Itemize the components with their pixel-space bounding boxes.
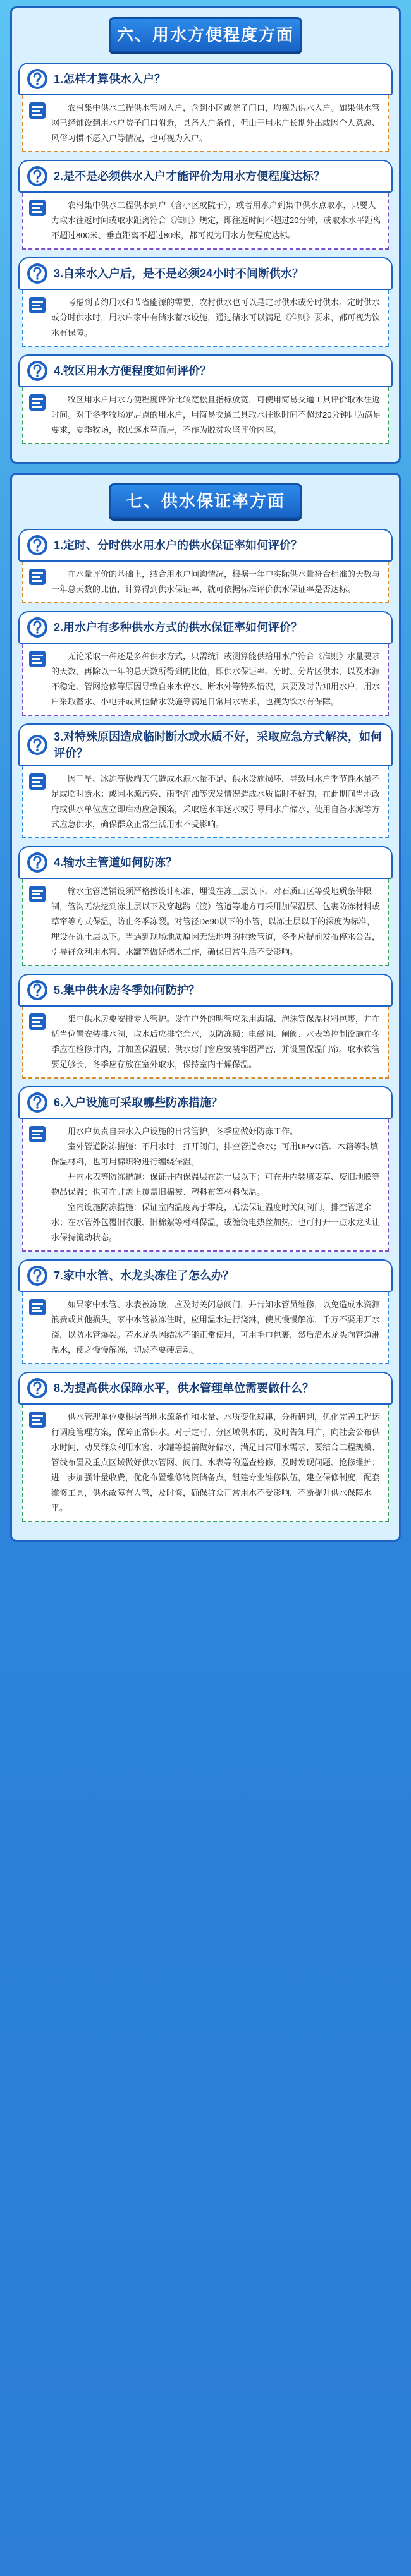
document-icon — [28, 1013, 46, 1031]
answer — [22, 387, 389, 444]
answer — [22, 95, 389, 152]
question — [18, 160, 393, 193]
question-mark-icon — [26, 262, 49, 285]
qa-item — [18, 1372, 393, 1522]
question — [18, 974, 393, 1007]
answer-paragraph: 如果家中水管、水表被冻破，应及时关闭总阀门，并告知水管员维修，以免造成水资源浪费或其他损失。家中水管被冻住时，应用温水进行浇淋，使其慢慢解冻，千万不要用开水浇，以防水管爆裂。若水龙头因结冰不能正常使用，可用毛巾包裹，然后沿水龙头向管道淋温水，使之慢慢解冻，切忌不要硬启动。 — [51, 1300, 381, 1355]
question — [18, 846, 393, 879]
question-text: 6.入户设施可采取哪些防冻措施？ — [54, 1096, 223, 1109]
answer-paragraph: 无论采取一种还是多种供水方式，只需统计或测算能供给用水户符合《准则》水量要求的天数，再除以一年的总天数所得到的比值，即供水保证率。分时、分片区供水，以及水源不稳定、管网抢修等原因导致自来水停水、断水外等特殊情况，只要及时告知用水户，用水户采取蓄水、小电井或其他储水设施等满足日常用水需求，也视为饮水有保障。 — [51, 651, 381, 706]
answer-paragraph: 牧区用水户用水方便程度评价比较宽松且指标放宽，可使用简易交通工具评价取水往返时间。对于冬季牧场定居点的用水户，用简易交通工具取水往返时间不超过20分钟即为满足要求，夏季牧场，牧民逐水草而居，不作为脱贫攻坚评价内容。 — [51, 395, 381, 435]
answer-paragraph: 因干旱、冰冻等极端天气造成水源水量不足、供水设施损坏，导致用水户季节性水量不足或临时断水；或因水源污染、雨季浑浊等突发情况造成水质临时不好的，在此期间当地政府或供水单位应立即启动应急预案，采取送水车送水或引导用水户储水、使用自备水源等方式应急供水，确保群众正常生活用水不受影响。 — [51, 774, 381, 829]
document-icon — [28, 102, 46, 119]
question-mark-icon — [26, 851, 49, 874]
document-icon — [28, 199, 46, 217]
question-text: 3.自来水入户后，是不是必须24小时不间断供水？ — [54, 267, 304, 280]
answer-text — [51, 198, 381, 243]
answer-text — [51, 884, 381, 960]
question-mark-icon — [26, 734, 49, 756]
answer — [22, 1292, 389, 1364]
question-mark-icon — [26, 68, 49, 90]
question — [18, 1086, 393, 1119]
question-text: 5.集中供水房冬季如何防护？ — [54, 984, 200, 996]
answer-paragraph: 集中供水房要安排专人管护。设在户外的明管应采用海绵、泡沫等保温材料包裹，并在适当位置安装排水阀，取水后应排空余水，以防冻损；电磁阀、闸阀、水表等控制设施在冬季应在检修井内，并加盖保温层；供水房门窗应安装牢固严密，并设置保温门帘。取水软管要足够长，冬季应存放在室外取水，保持室内干燥保温。 — [51, 1014, 381, 1069]
answer — [22, 1119, 389, 1252]
question-text: 8.为提高供水保障水平，供水管理单位需要做什么？ — [54, 1382, 314, 1394]
qa-item — [18, 974, 393, 1079]
question — [18, 723, 393, 766]
question-text: 4.输水主管道如何防冻？ — [54, 856, 178, 869]
answer-text — [51, 392, 381, 438]
question-mark-icon — [26, 165, 49, 188]
answer-paragraph: 输水主管道铺设须严格按设计标准，埋设在冻土层以下。对石质山区等受地质条件限制，管沟无法挖到冻土层以下及穿越跨（渡）管道等地方可采用加保温层、包裹防冻材料或草帘等方式保温，防止冬季冻裂。对管径De90以下的小管，以冻土层以下的深度为标准，埋设在冻土层以下。当遇到现场地质原因无法地埋的村级管道，冬季应提前发布停水公告，引导群众利用水窖、水罐等做好储水工作，确保日常生活不受影响。 — [51, 886, 381, 957]
answer-paragraph: 供水管理单位要根据当地水源条件和水量、水质变化规律，分析研判，优化完善工程运行调度管理方案，保障正常供水。对于定时、分区域供水的，及时告知用户，向社会公布供水时间，动员群众利用水窖、水罐等提前做好储水，满足日常用水需求，要结合工程规模、管线布置及重点区域做好供水管网、阀门、水表等的巡查检修，及时发现问题、抢修维护；进一步加强计量收费，优化布置维修物资储备点，组建专业维修队伍，建立保修制度，配套维修工具，供水故障有人管，及时修，确保群众正常用水不受影响，不断提升供水保障水平。 — [51, 1412, 381, 1513]
answer-text — [51, 1410, 381, 1516]
answer-paragraph: 农村集中供水工程供水管网入户，含到小区或院子门口，均视为供水入户。如果供水管网已经铺设到用水户院子门口附近，具备入户条件，但由于用水户长期外出或因个人意愿、风俗习惯不愿入户等情况，也可视为入户。 — [51, 103, 381, 143]
qa-item — [18, 846, 393, 966]
question — [18, 1372, 393, 1405]
question-mark-icon — [26, 534, 49, 557]
answer-paragraph: 用水户负责自来水入户设施的日常管护，冬季应做好防冻工作。 — [68, 1127, 298, 1136]
qa-item — [18, 1086, 393, 1252]
answer-text — [51, 649, 381, 710]
document-icon — [28, 650, 46, 668]
document-icon — [28, 568, 46, 586]
answer-paragraph: 井内水表等防冻措施：保证井内保温层在冻土层以下；可在井内装填麦草、废旧地膜等物品保温；也可在井盖上覆盖旧棉被、塑料布等材料保温。 — [51, 1172, 381, 1197]
question-text: 3.对特殊原因造成临时断水或水质不好，采取应急方式解决，如何评价？ — [54, 730, 383, 759]
answer-paragraph: 农村集中供水工程供水到户（含小区或院子），或者用水户到集中供水点取水，只要人力取水往返时间或取水距离符合《准则》规定，即往返时间不超过20分钟，或取水水平距离不超过800米、垂直距离不超过80米，都可视为用水方便程度达标。 — [51, 200, 381, 240]
answer-text — [51, 1297, 381, 1358]
document-icon — [28, 296, 46, 314]
question-text: 7.家中水管、水龙头冻住了怎么办？ — [54, 1269, 235, 1282]
answer — [22, 562, 389, 603]
answer-text — [51, 771, 381, 832]
answer — [22, 1007, 389, 1079]
qa-item — [18, 354, 393, 444]
document-icon — [28, 1411, 46, 1429]
qa-item — [18, 529, 393, 603]
document-icon — [28, 773, 46, 790]
document-icon — [28, 1125, 46, 1143]
question-text: 2.是不是必须供水入户才能评价为用水方便程度达标？ — [54, 170, 326, 183]
document-icon — [28, 394, 46, 411]
answer-paragraph: 考虑到节约用水和节省能源的需要，农村供水也可以是定时供水或分时供水。定时供水或分时供水时，用水户家中有储水蓄水设施，通过储水可以满足《准则》要求，都可视为饮水有保障。 — [51, 298, 381, 337]
section-water-convenience — [10, 6, 401, 464]
question-text: 1.定时、分时供水用水户的供水保证率如何评价？ — [54, 539, 303, 552]
qa-item — [18, 160, 393, 250]
answer-paragraph: 室内设施防冻措施：保证室内温度高于零度，无法保证温度时关闭阀门，排空管道余水；在水管外包覆旧衣服、旧棉絮等材料保温，或缠绕电热丝加热；也可打开一点水龙头让水保持流动状态。 — [51, 1202, 381, 1242]
answer-text — [51, 1012, 381, 1072]
question-text: 4.牧区用水方便程度如何评价？ — [54, 365, 212, 377]
answer-text — [51, 567, 381, 597]
question — [18, 63, 393, 95]
answer — [22, 1405, 389, 1522]
question-mark-icon — [26, 360, 49, 382]
document-icon — [28, 885, 46, 903]
question-mark-icon — [26, 1377, 49, 1400]
answer-text — [51, 295, 381, 341]
document-icon — [28, 1298, 46, 1316]
answer-text — [51, 1124, 381, 1245]
question — [18, 257, 393, 290]
question — [18, 1259, 393, 1292]
answer-paragraph: 室外管道防冻措施：不用水时，打开阀门，排空管道余水；可用UPVC管、木箱等装填保温材料，也可用棉织物进行缠绕保温。 — [51, 1142, 379, 1166]
question — [18, 611, 393, 644]
question-mark-icon — [26, 616, 49, 639]
question-text: 2.用水户有多种供水方式的供水保证率如何评价？ — [54, 621, 303, 634]
answer — [22, 644, 389, 716]
qa-list — [18, 529, 393, 1522]
question-text: 1.怎样才算供水入户？ — [54, 73, 166, 85]
qa-item — [18, 257, 393, 347]
qa-list — [18, 63, 393, 444]
answer — [22, 879, 389, 966]
question — [18, 354, 393, 387]
section-title: 六、用水方便程度方面 — [109, 17, 302, 52]
question-mark-icon — [26, 1264, 49, 1287]
question-mark-icon — [26, 1091, 49, 1114]
answer — [22, 193, 389, 250]
question — [18, 529, 393, 562]
qa-item — [18, 63, 393, 152]
answer — [22, 766, 389, 838]
question-mark-icon — [26, 979, 49, 1001]
qa-item — [18, 611, 393, 716]
section-water-guarantee — [10, 473, 401, 1542]
qa-item — [18, 723, 393, 838]
answer — [22, 290, 389, 347]
qa-item — [18, 1259, 393, 1364]
section-title: 七、供水保证率方面 — [109, 483, 302, 519]
answer-paragraph: 在水量评价的基础上，结合用水户问询情况，根据一年中实际供水量符合标准的天数与一年总天数的比值，计算得到供水保证率，就可依据标准评价供水保证率是否达标。 — [51, 569, 381, 594]
answer-text — [51, 100, 381, 146]
